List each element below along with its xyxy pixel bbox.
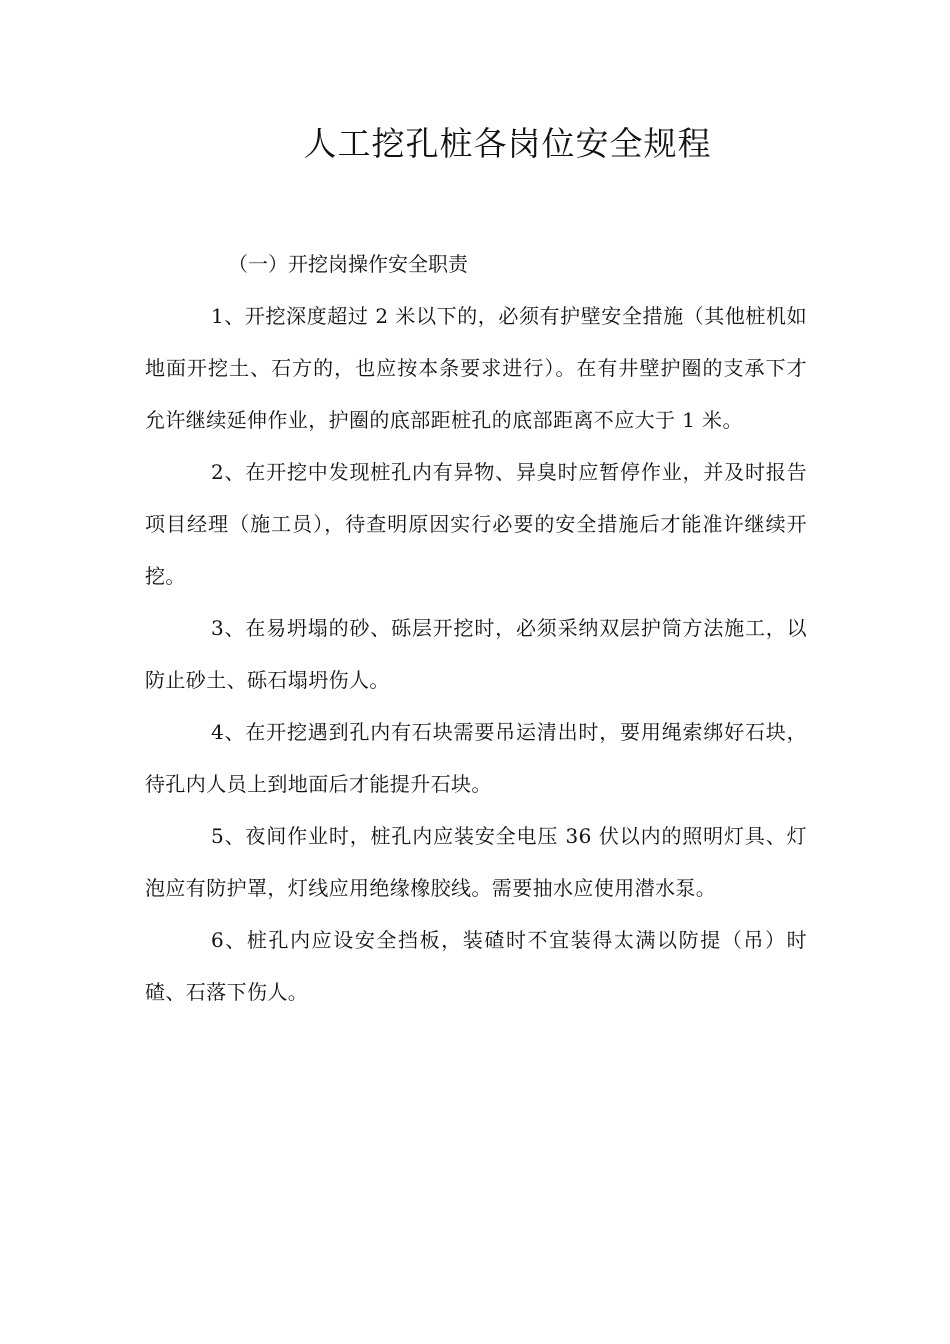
paragraph-4: 4、在开挖遇到孔内有石块需要吊运清出时，要用绳索绑好石块，待孔内人员上到地面后才能提升石块。 <box>145 720 807 796</box>
paragraph-6: 6、桩孔内应设安全挡板，装碴时不宜装得太满以防提（吊）时碴、石落下伤人。 <box>145 928 807 1004</box>
paragraph-2: 2、在开挖中发现桩孔内有异物、异臭时应暂停作业，并及时报告项目经理（施工员），待查明原因实行必要的安全措施后才能准许继续开挖。 <box>145 460 807 588</box>
paragraph-5: 5、夜间作业时，桩孔内应装安全电压 36 伏以内的照明灯具、灯泡应有防护罩，灯线应用绝缘橡胶线。需要抽水应使用潜水泵。 <box>145 824 807 900</box>
paragraph-1: 1、开挖深度超过 2 米以下的，必须有护壁安全措施（其他桩机如地面开挖土、石方的，也应按本条要求进行）。在有井壁护圈的支承下才允许继续延伸作业，护圈的底部距桩孔的底部距离不应大于 1 米。 <box>145 304 807 432</box>
document-body <box>145 238 807 1018</box>
paragraph-3: 3、在易坍塌的砂、砾层开挖时，必须采纳双层护筒方法施工，以防止砂土、砾石塌坍伤人。 <box>145 616 807 692</box>
section-heading: （一）开挖岗操作安全职责 <box>228 252 468 276</box>
document-title: 人工挖孔桩各岗位安全规程 <box>303 124 712 163</box>
